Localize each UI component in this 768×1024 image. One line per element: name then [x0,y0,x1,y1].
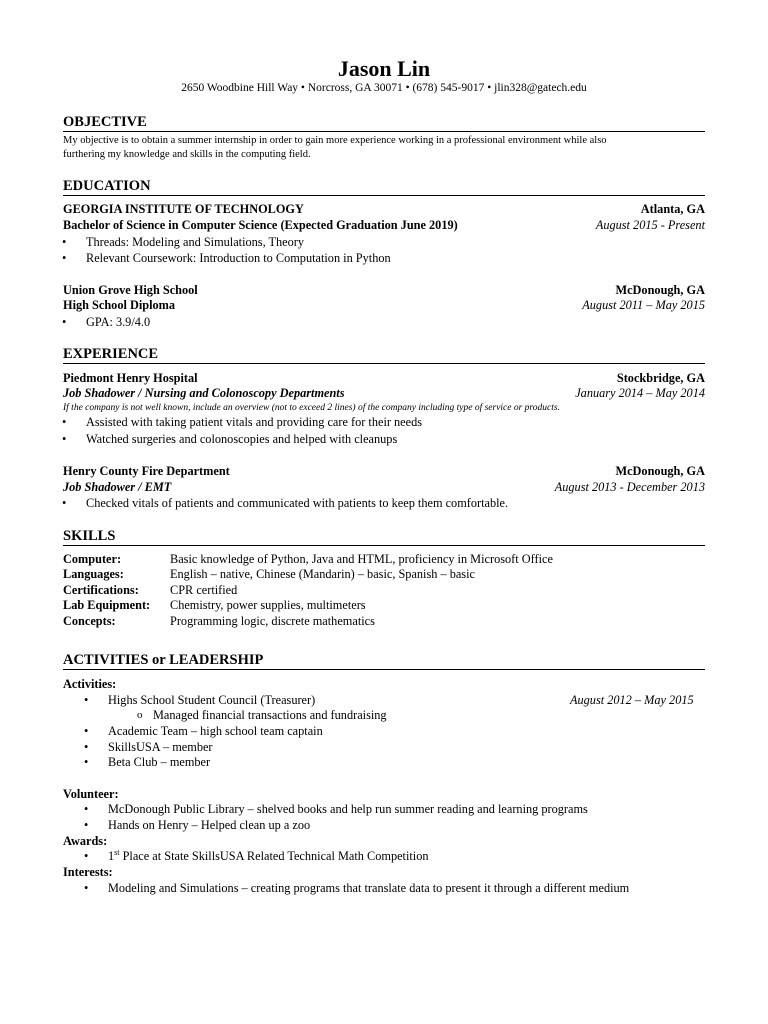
activities-label: Activities: [63,677,117,691]
degree: Bachelor of Science in Computer Science (Expected Graduation June 2019) [63,218,458,232]
volunteer-label: Volunteer: [63,787,119,801]
job-dates: January 2014 – May 2014 [575,386,705,400]
list-item [108,849,429,864]
skills-heading: SKILLS [63,528,705,546]
skill-label: Computer: [63,552,122,566]
experience-heading: EXPERIENCE [63,346,705,364]
company-name: Henry County Fire Department [63,464,230,478]
award-ordinal-suffix: st [114,847,120,857]
skill-label: Lab Equipment: [63,598,151,612]
skill-value: English – native, Chinese (Mandarin) – basic, Spanish – basic [170,567,475,581]
skill-value: Basic knowledge of Python, Java and HTML, proficiency in Microsoft Office [170,552,553,566]
education-heading: EDUCATION [63,178,705,196]
list-item: • Hands on Henry – Helped clean up a zoo [108,818,310,833]
job-title: Job Shadower / Nursing and Colonoscopy Departments [63,386,345,400]
list-item: • Academic Team – high school team captain [108,724,323,739]
list-item: • Watched surgeries and colonoscopies and helped with cleanups [86,432,397,447]
skill-label: Concepts: [63,614,116,628]
school-name: GEORGIA INSTITUTE OF TECHNOLOGY [63,202,304,216]
awards-label: Awards: [63,834,108,848]
skill-label: Certifications: [63,583,139,597]
company-overview-note: If the company is not well known, include an overview (not to exceed 2 lines) of the company including type of service or products. [63,403,560,413]
objective-text-line-1: My objective is to obtain a summer internship in order to gain more experience working in a professional environment while also [63,135,607,146]
school-name: Union Grove High School [63,283,198,297]
list-item: • Beta Club – member [108,755,210,770]
contact-line: 2650 Woodbine Hill Way • Norcross, GA 30071 • (678) 545-9017 • jlin328@gatech.edu [181,82,587,94]
school-dates: August 2015 - Present [595,218,705,232]
list-item: • Highs School Student Council (Treasurer) [108,693,315,708]
list-item: • Relevant Coursework: Introduction to Computation in Python [86,251,391,266]
list-item: • Threads: Modeling and Simulations, Theory [86,235,304,250]
skill-value: Programming logic, discrete mathematics [170,614,375,628]
list-item: • Assisted with taking patient vitals and providing care for their needs [86,415,422,430]
list-item: • Checked vitals of patients and communicated with patients to keep them comfortable. [86,496,508,511]
job-location: Stockbridge, GA [616,371,705,385]
applicant-name: Jason Lin [337,56,431,81]
school-location: McDonough, GA [615,283,705,297]
award-text: Place at State SkillsUSA Related Technical Math Competition [119,849,429,863]
skill-label: Languages: [63,567,124,581]
job-title: Job Shadower / EMT [63,480,172,494]
skill-value: CPR certified [170,583,238,597]
council-dates: August 2012 – May 2015 [570,693,694,707]
school-location: Atlanta, GA [640,202,705,216]
sub-list-item: o Managed financial transactions and fundraising [153,708,387,723]
list-item: • Modeling and Simulations – creating programs that translate data to present it through a different medium [108,881,629,896]
job-location: McDonough, GA [615,464,705,478]
list-item: • SkillsUSA – member [108,740,213,755]
award-ordinal: 1 [108,849,115,863]
degree: High School Diploma [63,298,176,312]
skill-value: Chemistry, power supplies, multimeters [170,598,366,612]
objective-text-line-2: furthering my knowledge and skills in the computing field. [63,149,311,160]
interests-label: Interests: [63,865,113,879]
list-item: • GPA: 3.9/4.0 [86,315,150,330]
job-dates: August 2013 - December 2013 [554,480,705,494]
company-name: Piedmont Henry Hospital [63,371,198,385]
list-item: • McDonough Public Library – shelved books and help run summer reading and learning programs [108,802,588,817]
objective-heading: OBJECTIVE [63,114,705,132]
activities-heading: ACTIVITIES or LEADERSHIP [63,652,705,670]
school-dates: August 2011 – May 2015 [582,298,705,312]
